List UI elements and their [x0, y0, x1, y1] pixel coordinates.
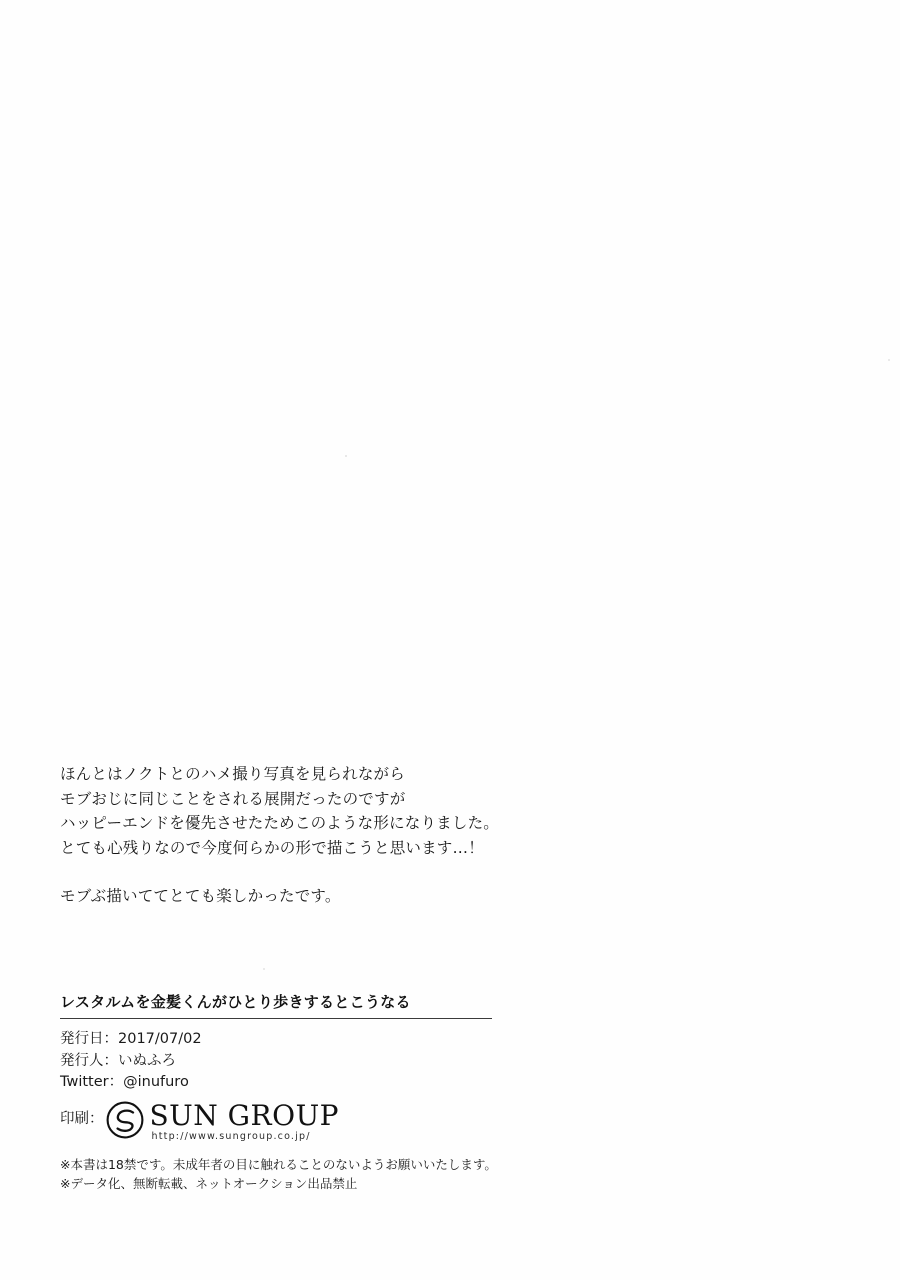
printer-url: http://www.sungroup.co.jp/	[151, 1131, 311, 1142]
afterword-closing-line: モブぶ描いててとても楽しかったです。	[60, 887, 341, 905]
printer-row	[60, 1098, 820, 1142]
work-title: レスタルムを金髪くんがひとり歩きするとこうなる	[60, 993, 411, 1011]
twitter-handle: Twitter：@inufuro	[60, 1074, 189, 1090]
sun-group-wordmark	[150, 1101, 340, 1142]
paper-speck	[345, 455, 347, 457]
afterword-block	[60, 762, 760, 909]
reproduction-notice: ※データ化、無断転載、ネットオークション出品禁止	[60, 1176, 358, 1191]
age-restriction-notice: ※本書は18禁です。未成年者の目に触れることのないようお願いいたします。	[60, 1157, 497, 1172]
afterword-line: ハッピーエンドを優先させたためこのような形になりました。	[60, 814, 499, 832]
print-label: 印刷：	[60, 1111, 104, 1127]
notices-block	[60, 1155, 820, 1193]
publish-date: 発行日：2017/07/02	[60, 1031, 202, 1047]
afterword-line: とても心残りなので今度何らかの形で描こうと思います…！	[60, 838, 484, 857]
paper-speck	[888, 359, 890, 361]
afterword-line: モブおじに同じことをされる展開だったのですが	[60, 789, 406, 808]
paper-speck	[263, 968, 265, 970]
publisher-name: 発行人：いぬふろ	[60, 1052, 176, 1069]
colophon-block	[60, 992, 820, 1142]
printer-name: SUN GROUP	[149, 1099, 340, 1132]
sun-group-logo	[106, 1101, 340, 1142]
title-divider	[60, 1018, 492, 1019]
afterword-spacer	[60, 860, 760, 884]
afterword-line: ほんとはノクトとのハメ撮り写真を見られながら	[60, 765, 405, 783]
sun-swirl-icon	[106, 1101, 144, 1139]
